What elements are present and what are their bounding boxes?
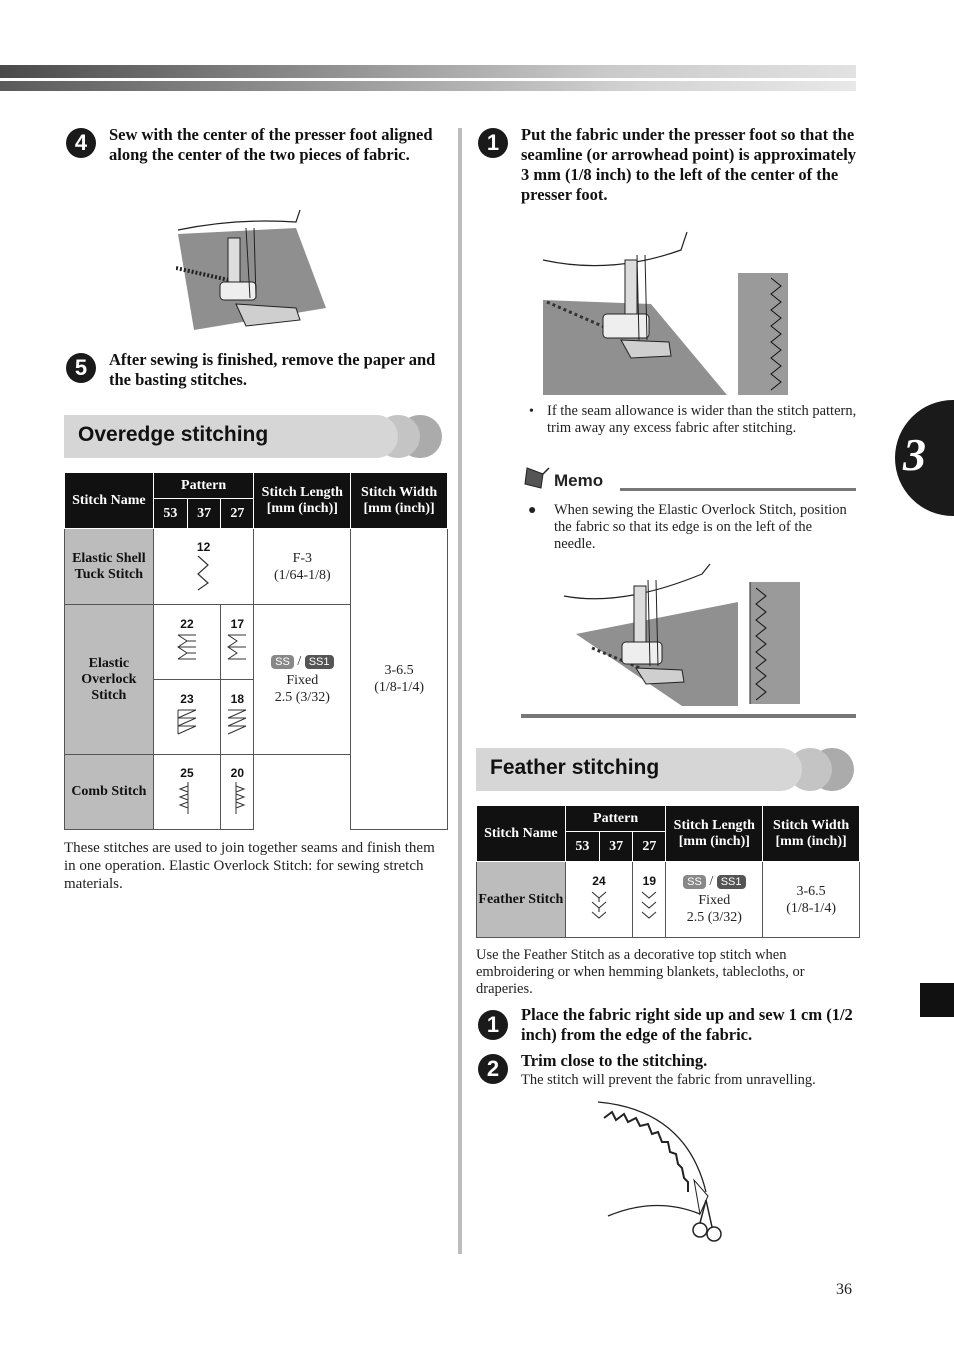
header-bar-lower bbox=[0, 81, 856, 91]
feather-stitch-icon bbox=[588, 888, 610, 924]
ss-foot-icon: SS bbox=[271, 655, 294, 669]
pattern-23-cell: 23 bbox=[153, 680, 221, 755]
comb-stitch-icon bbox=[176, 780, 198, 816]
memo-rule bbox=[620, 488, 856, 491]
feather-step-1-text: Place the fabric right side up and sew 1 cm (1/2 inch) from the edge of the fabric. bbox=[521, 1005, 853, 1044]
pattern-20-cell: 20 bbox=[221, 755, 254, 830]
sewing-machine-illustration-2 bbox=[541, 230, 791, 398]
ss-foot-icon: SS bbox=[683, 875, 706, 889]
feather-table bbox=[476, 805, 860, 938]
pattern-12-cell: 12 bbox=[153, 529, 254, 605]
col-stitch-name: Stitch Name bbox=[65, 473, 154, 529]
chapter-tab: 3 bbox=[895, 400, 954, 516]
section-marker-tab bbox=[920, 983, 954, 1017]
feather-description: Use the Feather Stitch as a decorative top stitch when embroidering or when hemming blankets, tablecloths, or draperies. bbox=[476, 947, 805, 997]
feather-step-2-badge: 2 bbox=[478, 1054, 508, 1084]
col-stitch-length: Stitch Length [mm (inch)] bbox=[666, 806, 763, 862]
pattern-17-cell: 17 bbox=[221, 605, 254, 680]
step-1-text: Put the fabric under the presser foot so that the seamline (or arrowhead point) is approximately 3 mm (1/8 inch) to the left of the center of the presser foot. bbox=[521, 125, 857, 204]
col-stitch-width: Stitch Width [mm (inch)] bbox=[351, 473, 448, 529]
feather-title: Feather stitching bbox=[490, 756, 660, 779]
overlock-length-cell: SS / SS1 Fixed 2.5 (3/32) bbox=[254, 605, 351, 755]
ss1-foot-icon: SS1 bbox=[717, 875, 746, 889]
col-37: 37 bbox=[187, 499, 220, 529]
memo-text: When sewing the Elastic Overlock Stitch, position the fabric so that its edge is on the left of the needle. bbox=[554, 502, 847, 552]
overlock-box-stitch-icon bbox=[176, 706, 198, 740]
col-pattern: Pattern bbox=[565, 806, 666, 832]
shell-tuck-length: F-3 (1/64-1/8) bbox=[254, 529, 351, 605]
step-5-text: After sewing is finished, remove the paper and the basting stitches. bbox=[109, 350, 436, 389]
scissors-trimming-illustration bbox=[596, 1096, 726, 1252]
feather-length-cell: SS / SS1 Fixed 2.5 (3/32) bbox=[666, 862, 763, 938]
feather-stitch-icon bbox=[638, 888, 660, 924]
col-27: 27 bbox=[221, 499, 254, 529]
pattern-19-cell: 19 bbox=[633, 862, 666, 938]
step-4-badge: 4 bbox=[66, 128, 96, 158]
step-4-text: Sew with the center of the presser foot aligned along the center of the two pieces of fabric. bbox=[109, 125, 433, 164]
column-divider bbox=[458, 128, 462, 1254]
row-comb-name: Comb Stitch bbox=[65, 755, 154, 830]
page-number: 36 bbox=[836, 1281, 852, 1298]
memo-bullet: ● bbox=[528, 503, 537, 518]
col-53: 53 bbox=[565, 832, 599, 862]
pattern-22-cell: 22 bbox=[153, 605, 221, 680]
step-5-badge: 5 bbox=[66, 353, 96, 383]
col-stitch-name: Stitch Name bbox=[477, 806, 566, 862]
bullet-dot: • bbox=[529, 404, 534, 419]
row-feather-name: Feather Stitch bbox=[477, 862, 566, 938]
memo-icon bbox=[521, 464, 551, 492]
col-stitch-length: Stitch Length [mm (inch)] bbox=[254, 473, 351, 529]
col-stitch-width: Stitch Width [mm (inch)] bbox=[763, 806, 860, 862]
ss1-foot-icon: SS1 bbox=[305, 655, 334, 669]
header-bar bbox=[0, 65, 856, 78]
overlock-stitch-icon bbox=[226, 631, 248, 665]
overedge-width-cell: 3-6.5 (1/8-1/4) bbox=[351, 529, 448, 830]
overedge-description: These stitches are used to join together seams and finish them in one operation. Elastic Overlock Stitch: for sewing stretch materials. bbox=[64, 840, 435, 892]
overedge-heading bbox=[64, 415, 442, 458]
overlock-box-stitch-icon bbox=[226, 706, 248, 740]
shell-tuck-stitch-icon bbox=[194, 554, 214, 592]
memo-bottom-rule bbox=[521, 714, 856, 718]
comb-stitch-icon bbox=[226, 780, 248, 816]
feather-step-2-sub: The stitch will prevent the fabric from unravelling. bbox=[521, 1072, 816, 1088]
row-overlock-name: Elastic Overlock Stitch bbox=[65, 605, 154, 755]
row-shell-tuck-name: Elastic Shell Tuck Stitch bbox=[65, 529, 154, 605]
overedge-table bbox=[64, 472, 448, 830]
feather-heading bbox=[476, 748, 854, 791]
pattern-18-cell: 18 bbox=[221, 680, 254, 755]
pattern-24-cell: 24 bbox=[565, 862, 633, 938]
overlock-stitch-icon bbox=[176, 631, 198, 665]
col-37: 37 bbox=[599, 832, 632, 862]
pattern-25-cell: 25 bbox=[153, 755, 221, 830]
feather-step-1-badge: 1 bbox=[478, 1010, 508, 1040]
col-27: 27 bbox=[633, 832, 666, 862]
col-53: 53 bbox=[153, 499, 187, 529]
col-pattern: Pattern bbox=[153, 473, 254, 499]
sewing-machine-illustration-1 bbox=[176, 208, 336, 334]
memo-label: Memo bbox=[554, 471, 604, 490]
overedge-title: Overedge stitching bbox=[78, 423, 269, 446]
feather-width-cell: 3-6.5 (1/8-1/4) bbox=[763, 862, 860, 938]
trim-note: If the seam allowance is wider than the stitch pattern, trim away any excess fabric after stitching. bbox=[547, 403, 857, 436]
step-1-badge: 1 bbox=[478, 128, 508, 158]
sewing-machine-illustration-3 bbox=[562, 562, 802, 708]
feather-step-2-text: Trim close to the stitching. bbox=[521, 1051, 708, 1070]
